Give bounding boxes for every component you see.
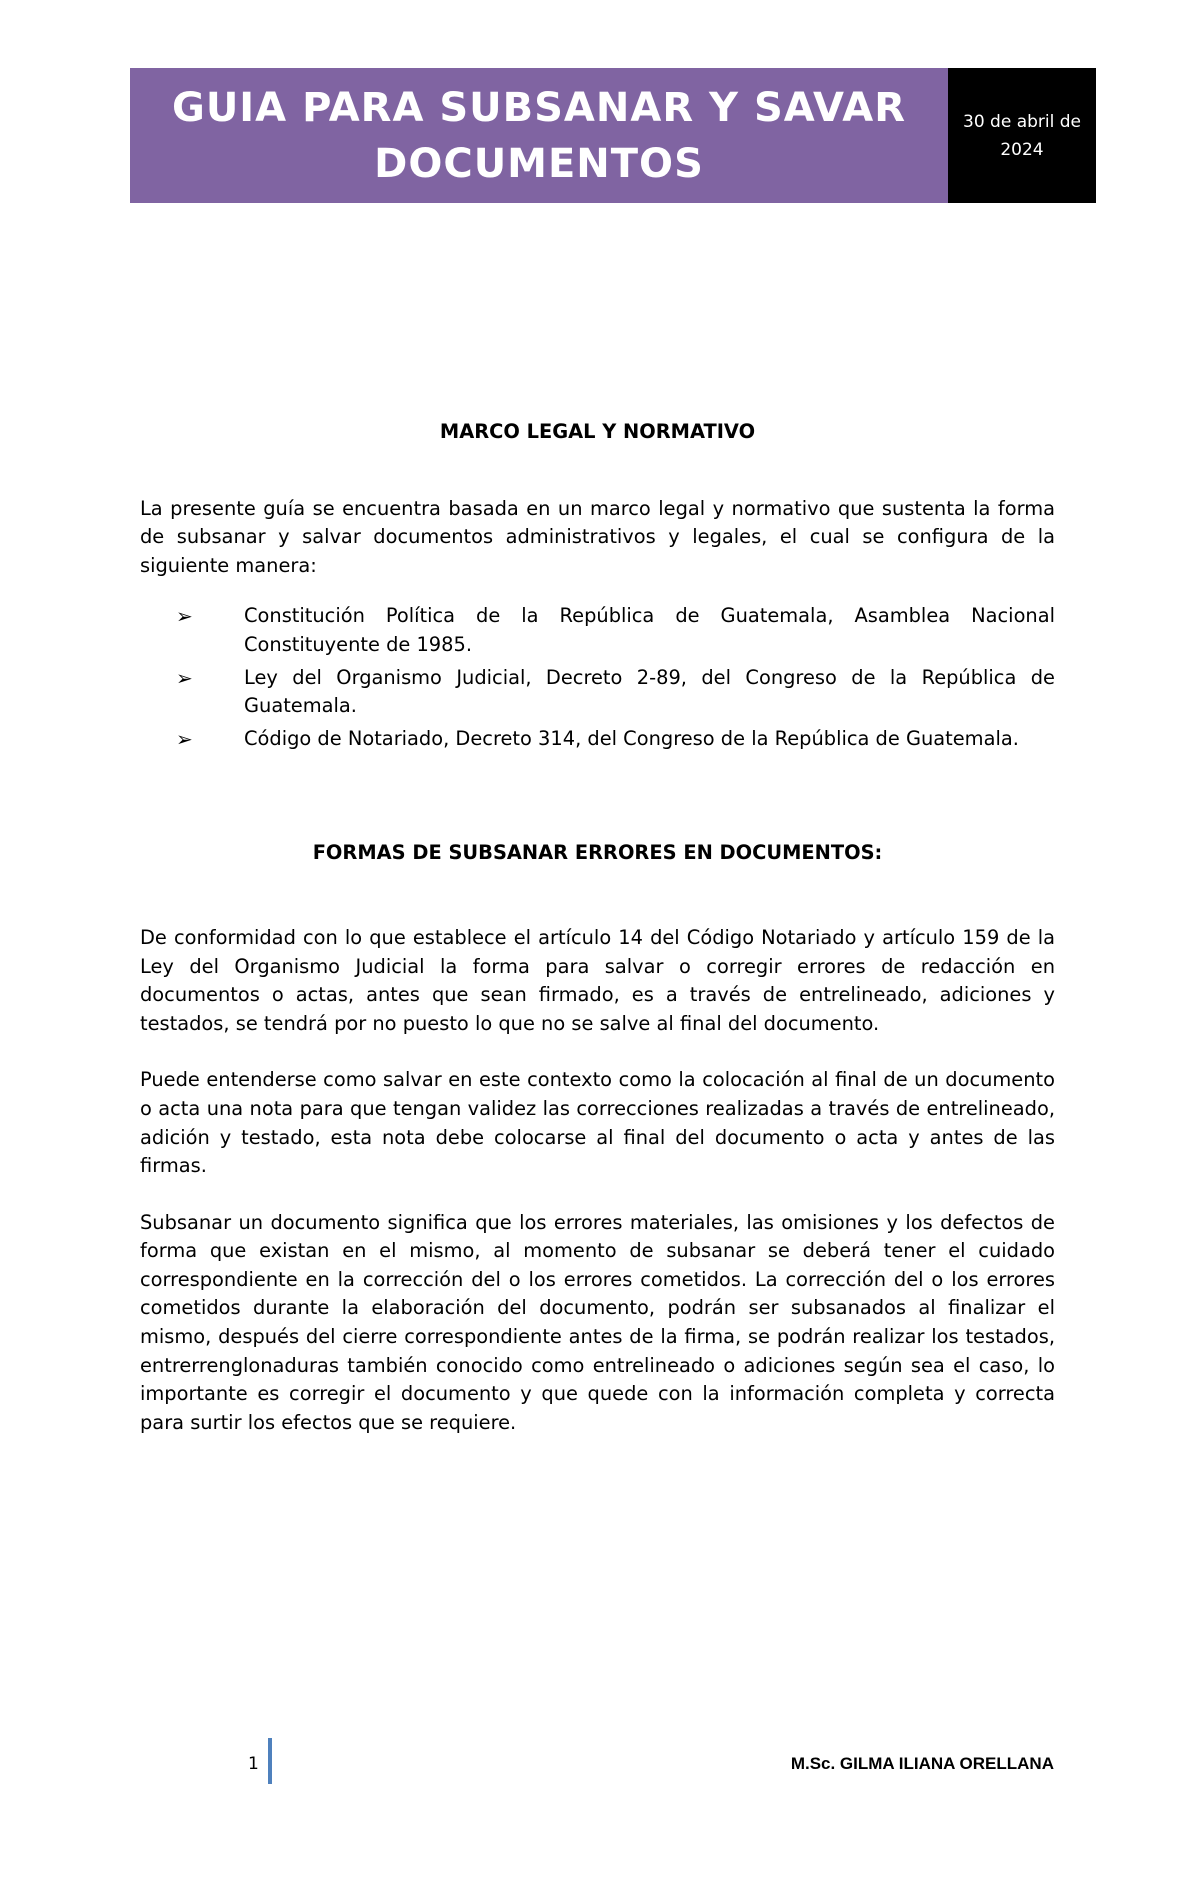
list-item: [140, 664, 1055, 721]
page-number: 1: [248, 1754, 259, 1774]
section-title-marco-legal: MARCO LEGAL Y NORMATIVO: [439, 420, 756, 443]
arrow-bullet-icon: ➢: [176, 726, 193, 751]
arrow-bullet-icon: ➢: [176, 604, 193, 629]
list-item: [140, 725, 1055, 754]
document-date: 30 de abril de 2024: [963, 111, 1081, 160]
paragraph: Subsanar un documento significa que los errores materiales, las omisiones y los defectos de forma que existan en el mismo, al momento de subsanar se deberá tener el cuidado correspondiente en la corrección del o los errores cometidos. La corrección del o los errores cometidos durante la elaboración del documento, podrán ser subsanados al finalizar el mismo, después del cierre correspondiente antes de la firma, se podrán realizar los testados, entrerrenglonaduras también conocido como entrelineado o adiciones según sea el caso, lo importante es corregir el documento y que quede con la información completa y correcta para surtir los efectos que se requiere.: [140, 1210, 1055, 1434]
document-body: [140, 418, 1055, 1437]
list-item-text: Código de Notariado, Decreto 314, del Congreso de la República de Guatemala.: [244, 726, 1019, 750]
list-item: [140, 602, 1055, 659]
document-header: [130, 68, 1096, 203]
arrow-bullet-icon: ➢: [176, 665, 193, 690]
marco-legal-intro: La presente guía se encuentra basada en un marco legal y normativo que sustenta la forma de subsanar y salvar documentos administrativos y legales, el cual se configura de la siguiente manera:: [140, 496, 1055, 577]
header-title-box: [130, 68, 948, 203]
legal-framework-list: [140, 602, 1055, 753]
list-item-text: Ley del Organismo Judicial, Decreto 2-89, del Congreso de la República de Guatemala.: [244, 665, 1055, 718]
paragraph: De conformidad con lo que establece el artículo 14 del Código Notariado y artículo 159 de la Ley del Organismo Judicial la forma para salvar o corregir errores de redacción en documentos o actas, antes que sean firmado, es a través de entrelineado, adiciones y testados, se tendrá por no puesto lo que no se salve al final del documento.: [140, 925, 1055, 1035]
list-item-text: Constitución Política de la República de Guatemala, Asamblea Nacional Constituyente de 1985.: [244, 604, 1055, 656]
footer-author: M.Sc. GILMA ILIANA ORELLANA: [790, 1754, 1054, 1773]
section-title-formas-subsanar: FORMAS DE SUBSANAR ERRORES EN DOCUMENTOS:: [312, 841, 883, 865]
document-title: GUIA PARA SUBSANAR Y SAVAR DOCUMENTOS: [171, 84, 906, 187]
paragraph: Puede entenderse como salvar en este contexto como la colocación al final de un documento o acta una nota para que tengan validez las correcciones realizadas a través de entrelineado, adición y testado, esta nota debe colocarse al final del documento o acta y antes de las firmas.: [140, 1068, 1055, 1178]
header-date-box: [948, 68, 1096, 203]
footer-divider: [268, 1738, 272, 1784]
